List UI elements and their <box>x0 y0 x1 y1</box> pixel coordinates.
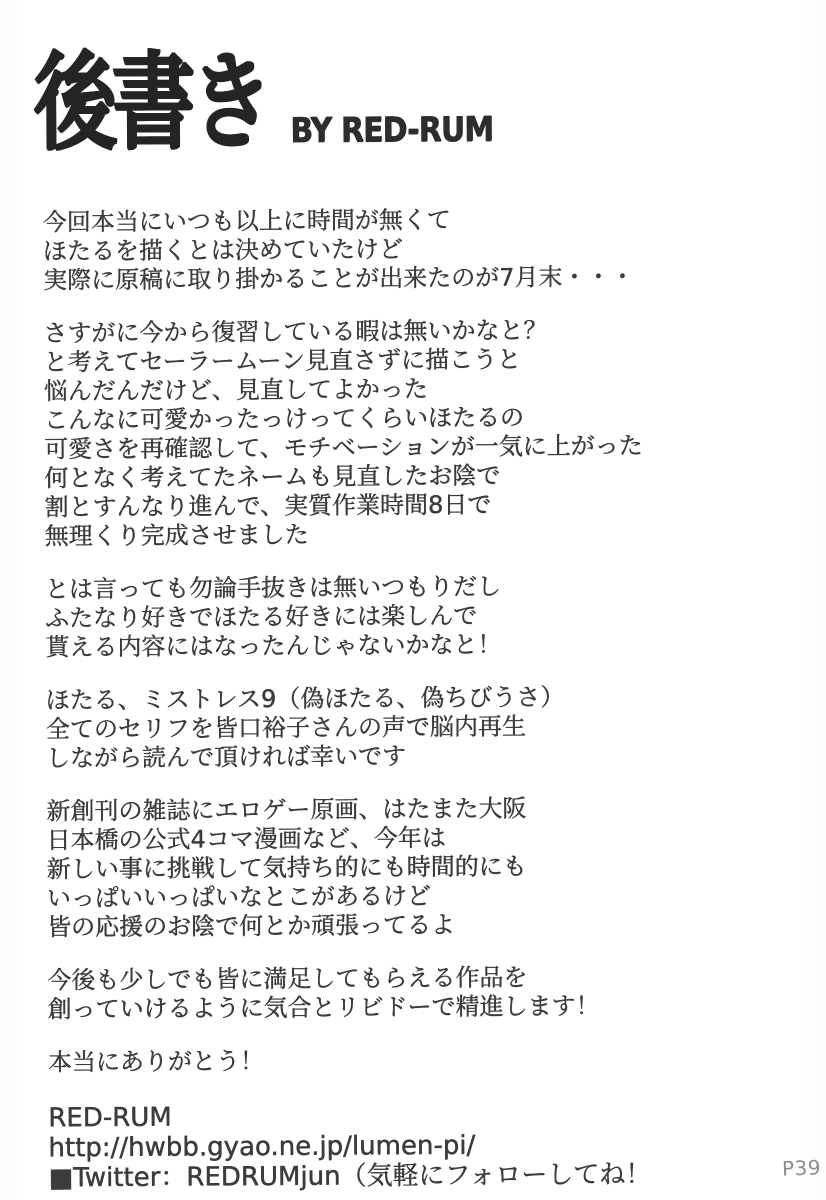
afterword-paragraph-4: ほたる、ミストレス9（偽ほたる、偽ちびうさ） 全てのセリフを皆口裕子さんの声で脳内再生 しながら読んで頂ければ幸いです <box>45 683 565 773</box>
afterword-paragraph-5: 新創刊の雑誌にエロゲー原画、はたまた大阪 日本橋の公式4コマ漫画など、今年は 新しい事に挑戦して気持ち的にも時間的にも いっぱいいっぱいなとこがあるけど 皆の応援のお陰で何とか頑張ってるよ <box>46 794 527 942</box>
twitter-line: ■Twitter：REDRUMjun（気軽にフォローしてね！ <box>48 1159 652 1194</box>
afterword-paragraph-1: 今回本当にいつも以上に時間が無くて ほたるを描くとは決めていたけど 実際に原稿に取り掛かることが出来たのが7月末・・・ <box>42 205 635 295</box>
byline: BY RED-RUM <box>290 109 494 151</box>
afterword-body <box>43 204 793 1078</box>
afterword-paragraph-6: 今後も少しでも皆に満足してもらえる作品を 創っていけるように気合とリビドーで精進します！ <box>47 963 600 1024</box>
afterword-title: 後書き <box>33 39 269 165</box>
header <box>33 39 788 167</box>
afterword-paragraph-2: さすがに今から復習している暇は無いかなと？ と考えてセーラームーン見直さずに描こうと 悩んだんだけど、見直してよかった こんなに可愛かったっけってくらいほたるの 可愛さを再確認して、モチベーションが一気に上がった 何となく考えてたネームも見直したお陰で 割とすんなり進んで、実質作業時間8日で 無理くり完成させました <box>43 316 643 551</box>
author-footer <box>48 1099 794 1194</box>
website-url: http://hwbb.gyao.ne.jp/lumen-pi/ <box>48 1130 476 1164</box>
afterword-paragraph-3: とは言っても勿論手抜きは無いつもりだし ふたなり好きでほたる好きには楽しんで 貰える内容にはなったんじゃないかなと！ <box>44 572 502 662</box>
author-name: RED-RUM <box>48 1102 172 1134</box>
page-number: P39 <box>781 1155 822 1181</box>
afterword-paragraph-7: 本当にありがとう！ <box>47 1046 264 1077</box>
